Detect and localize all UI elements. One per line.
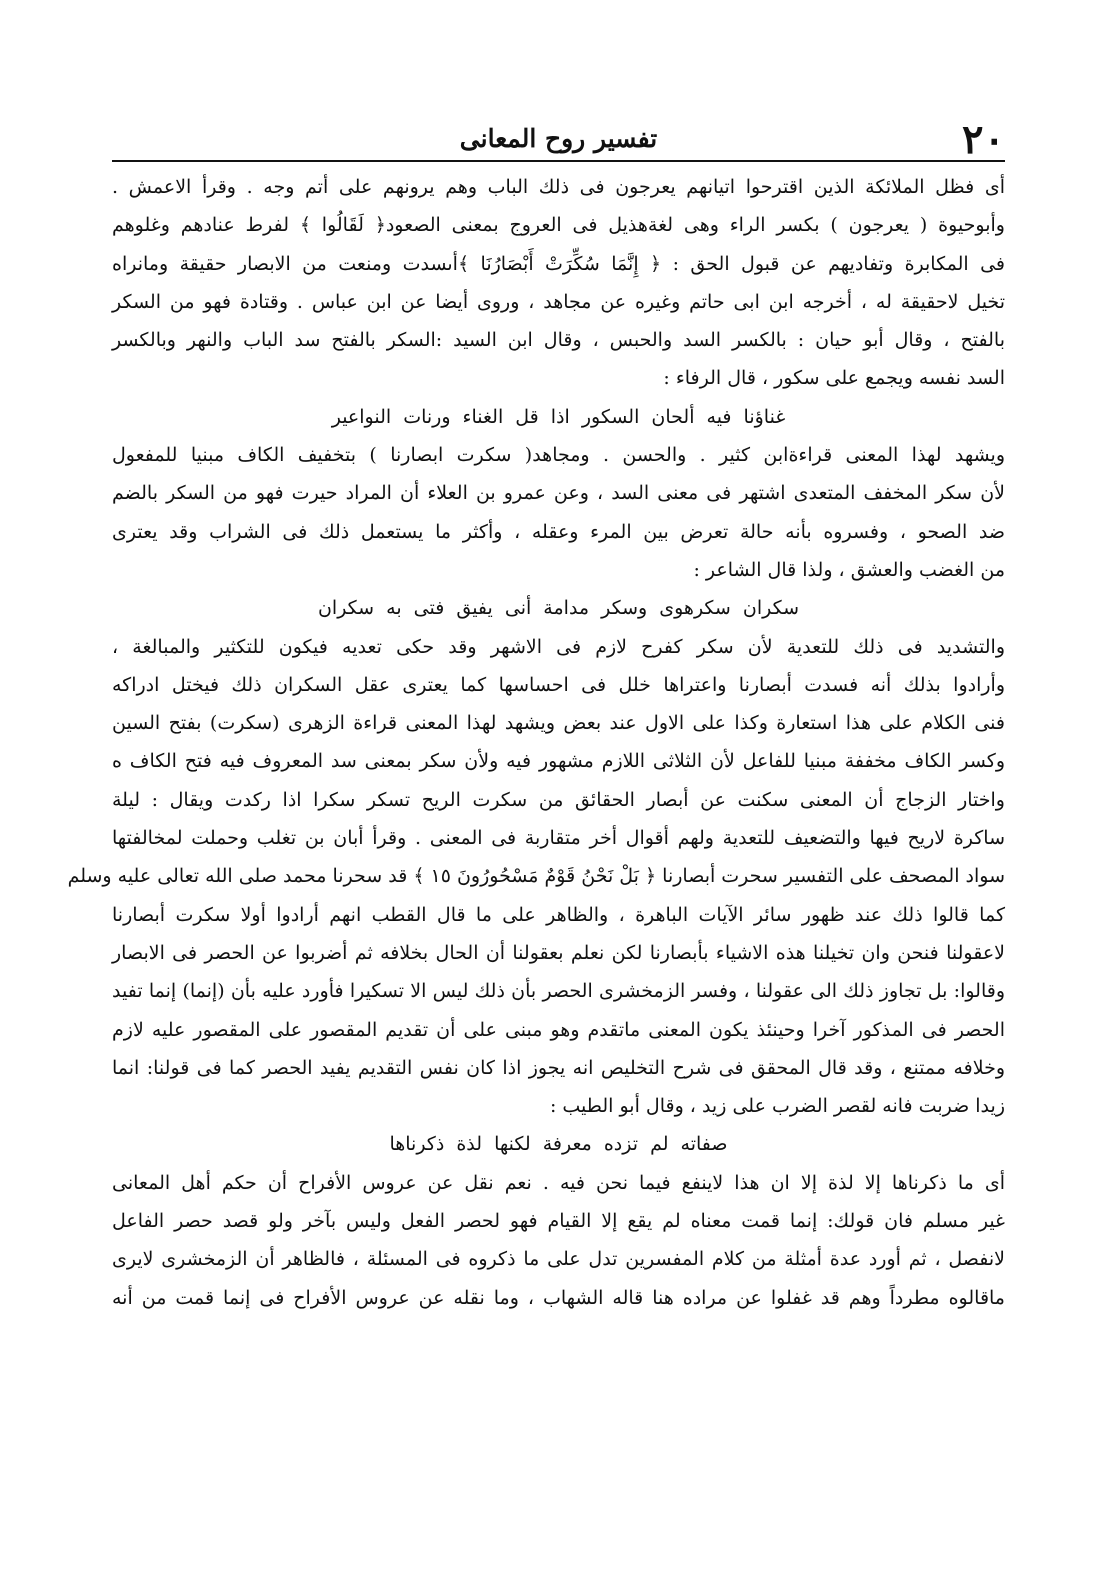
text-line: وقالوا: بل تجاوز ذلك الى عقولنا ، وفسر الزمخشرى الحصر بأن ذلك ليس الا تسكيرا فأورد عليه بأن (إنما) إنما تفيد bbox=[112, 980, 1005, 1003]
text-line: وأرادوا بذلك أنه فسدت أبصارنا واعتراها خلل فى احساسها كما يعترى عقل السكران ذلك فيختل ادراكه bbox=[112, 673, 1005, 696]
text-line: فنى الكلام على هذا استعارة وكذا على الاول عند بعض ويشهد لهذا المعنى قراءة الزهرى (سكرت) بفتح السين bbox=[112, 712, 1005, 735]
text-line: واختار الزجاج أن المعنى سكنت عن أبصار الحقائق من سكرت الريح تسكر سكرا اذا ركدت ويقال : ليلة bbox=[112, 788, 1005, 811]
poetry-verse: صفاته لم تزده معرفة لكنها لذة ذكرناها bbox=[389, 1133, 728, 1156]
poetry-verse: سكران سكرهوى وسكر مدامة أنى يفيق فتى به سكران bbox=[317, 597, 800, 620]
text-line: ويشهد لهذا المعنى قراءةابن كثير . والحسن . ومجاهد( سكرت ابصارنا ) بتخفيف الكاف مبنيا للمفعول bbox=[112, 444, 1005, 467]
text-line: تخيل لاحقيقة له ، أخرجه ابن ابى حاتم وغيره عن مجاهد ، وروى أيضا عن ابن عباس . وقتادة فهو من السكر bbox=[112, 290, 1005, 313]
text-line: وكسر الكاف مخففة مبنيا للفاعل لأن الثلاثى اللازم مشهور فيه ولأن سكر بمعنى سد المعروف فيه فتح الكاف ه bbox=[112, 750, 1005, 773]
text-line: الحصر فى المذكور آخرا وحينئذ يكون المعنى ماتقدم وهو مبنى على أن تقديم المقصور على المقصور عليه لازم bbox=[112, 1018, 1005, 1041]
text-line: ضد الصحو ، وفسروه بأنه حالة تعرض بين المرء وعقله ، وأكثر ما يستعمل ذلك فى الشراب وقد يعترى bbox=[112, 520, 1005, 543]
poetry-verse: غناؤنا فيه ألحان السكور اذا قل الغناء ورنات النواعير bbox=[331, 405, 786, 428]
header-rule bbox=[112, 160, 1005, 162]
text-line: من الغضب والعشق ، ولذا قال الشاعر : bbox=[693, 558, 1005, 581]
text-line: ساكرة لاريح فيها والتضعيف للتعدية ولهم أقوال أخر متقاربة فى المعنى . وقرأ أبان بن تغلب وحملت لمخالفتها bbox=[112, 827, 1005, 850]
page-number: ٢٠ bbox=[962, 116, 1005, 163]
text-line: والتشديد فى ذلك للتعدية لأن سكر كفرح لازم فى الاشهر وقد حكى تعديه فيكون للتكثير والمبالغة ، bbox=[112, 635, 1005, 658]
text-line: بالفتح ، وقال أبو حيان : بالكسر السد والحبس ، وقال ابن السيد :السكر بالفتح سد الباب والنهر وبالكسر bbox=[112, 329, 1005, 352]
text-line: سواد المصحف على التفسير سحرت أبصارنا ﴿ بَلْ نَحْنُ قَوْمٌ مَسْحُورُونَ ١٥ ﴾ قد سحرنا محمد صلى الله تعالى عليه وسلم bbox=[67, 865, 1005, 888]
text-line: أى ما ذكرناها إلا لذة إلا ان هذا لاينفع فيما نحن فيه . نعم نقل عن عروس الأفراح أن حكم أهل المعانى bbox=[112, 1171, 1005, 1194]
text-line: وخلافه ممتنع ، وقد قال المحقق فى شرح التخليص انه يجوز اذا كان نفس التقديم يفيد الحصر كما فى قولنا: انما bbox=[112, 1056, 1005, 1079]
text-line: لانفصل ، ثم أورد عدة أمثلة من كلام المفسرين تدل على ما ذكروه فى المسئلة ، فالظاهر أن الزمخشرى لايرى bbox=[112, 1248, 1005, 1271]
text-line: فى المكابرة وتفاديهم عن قبول الحق : ﴿ إِنَّمَا سُكِّرَتْ أَبْصَارُنَا ﴾أىسدت ومنعت من الابصار حقيقة ومانراه bbox=[112, 252, 1005, 275]
text-line: لأن سكر المخفف المتعدى اشتهر فى معنى السد ، وعن عمرو بن العلاء أن المراد حيرت فهو من السكر بالضم bbox=[112, 482, 1005, 505]
commentary-text bbox=[67, 160, 1005, 1317]
text-line: وأبوحيوة ( يعرجون ) بكسر الراء وهى لغةهذيل فى العروج بمعنى الصعود﴿ لَقَالُوا ﴾ لفرط عنادهم وغلوهم bbox=[112, 214, 1005, 237]
text-line: أى فظل الملائكة الذين اقترحوا اتيانهم يعرجون فى ذلك الباب وهم يرونهم على أتم وجه . وقرأ الاعمش . bbox=[112, 176, 1005, 198]
text-line: زيدا ضربت فانه لقصر الضرب على زيد ، وقال أبو الطيب : bbox=[549, 1095, 1005, 1118]
text-line: ماقالوه مطرداً وهم قد غفلوا عن مراده هنا قاله الشهاب ، وما نقله عن عروس الأفراح فى إنما قمت من أنه bbox=[112, 1286, 1005, 1309]
text-line: كما قالوا ذلك عند ظهور سائر الآيات الباهرة ، والظاهر على ما قال القطب انهم أرادوا أولا سكرت أبصارنا bbox=[112, 903, 1005, 926]
text-line: غير مسلم فان قولك: إنما قمت معناه لم يقع إلا القيام فهو لحصر الفعل وليس بآخر ولو قصد حصر الفاعل bbox=[112, 1210, 1005, 1233]
running-header bbox=[112, 0, 1005, 163]
text-line: لاعقولنا فنحن وان تخيلنا هذه الاشياء بأبصارنا لكن نعلم بعقولنا أن الحال بخلافه ثم أضربوا عن الحصر فى الابصار bbox=[112, 941, 1005, 964]
text-line: السد نفسه ويجمع على سكور ، قال الرفاء : bbox=[663, 367, 1005, 390]
running-title: تفسير روح المعانى bbox=[459, 124, 658, 153]
